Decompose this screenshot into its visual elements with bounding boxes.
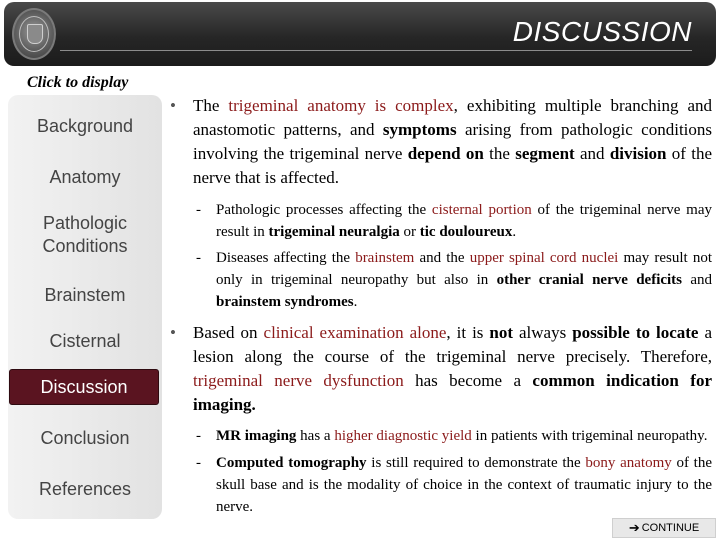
bold-text: trigeminal neuralgia — [268, 224, 400, 240]
bold-text: MR imaging — [216, 428, 297, 444]
arrow-right-icon: ➔ — [628, 520, 640, 535]
text: Pathologic processes affecting the — [216, 202, 432, 218]
sidebar-item-background[interactable]: Background — [36, 116, 134, 136]
header-bar — [4, 2, 716, 66]
dash-icon: - — [196, 250, 201, 266]
sidebar-item-discussion[interactable]: Discussion — [9, 369, 159, 405]
text: The — [193, 96, 229, 115]
text: a lesion along the course of the trigeminal nerve precisely. Therefore, — [193, 323, 712, 366]
sidebar-item-references[interactable]: References — [38, 479, 132, 499]
text: may result not only in trigeminal neuropathy but also in — [216, 250, 712, 288]
text: of the skull base and is the modality of choice in the context of traumatic injury to the nerve. — [216, 455, 713, 515]
header-divider — [60, 50, 692, 51]
bold-text: segment — [515, 144, 575, 163]
text: . — [353, 294, 358, 310]
highlight-text: cisternal portion — [431, 202, 532, 218]
highlight-text: trigeminal nerve dysfunction — [193, 371, 404, 390]
bold-text: brainstem syndromes — [216, 294, 354, 310]
text: Based on — [193, 323, 264, 342]
highlight-text: bony anatomy — [585, 455, 672, 471]
bold-text: tic douloureux — [419, 224, 513, 240]
highlight-text: upper spinal cord nuclei — [469, 250, 619, 266]
subpoint-cisternal — [170, 199, 712, 243]
text: of the trigeminal nerve may result in — [216, 202, 713, 240]
text: has become a — [403, 371, 533, 390]
text: and — [682, 272, 712, 288]
bold-text: possible to locate — [572, 323, 699, 342]
bold-text: other cranial nerve deficits — [496, 272, 683, 288]
sidebar-item-brainstem[interactable]: Brainstem — [44, 285, 126, 305]
subpoint-computed-tomography — [170, 452, 712, 518]
bullet-dot-icon: • — [170, 96, 176, 115]
text: Diseases affecting the — [216, 250, 356, 266]
bold-text: Computed tomography — [216, 455, 367, 471]
bullet-dot-icon: • — [170, 323, 176, 342]
sidebar-nav — [8, 95, 162, 519]
bold-text: depend on — [407, 144, 484, 163]
sidebar-item-cisternal[interactable]: Cisternal — [49, 331, 121, 351]
text: and the — [414, 250, 470, 266]
continue-button[interactable] — [612, 518, 716, 538]
text: or — [399, 224, 420, 240]
discussion-content — [170, 94, 712, 518]
sidebar-item-pathologic-conditions[interactable]: Pathologic Conditions — [42, 213, 128, 256]
text: has a — [296, 428, 335, 444]
seal-shield-icon — [27, 24, 43, 44]
dash-icon: - — [196, 455, 201, 471]
university-seal-logo — [12, 8, 56, 60]
subpoint-mr-imaging — [170, 425, 712, 447]
text: of the nerve that is affected. — [193, 144, 713, 187]
click-to-display-label: Click to display — [27, 74, 129, 91]
bold-text: not — [489, 323, 514, 342]
text: and — [574, 144, 610, 163]
text: arising from pathologic conditions involving the trigeminal nerve — [193, 120, 713, 163]
text: always — [513, 323, 573, 342]
highlight-text: higher diagnostic yield — [334, 428, 472, 444]
bullet-anatomy-complexity — [170, 94, 712, 190]
sidebar-item-conclusion[interactable]: Conclusion — [40, 428, 130, 448]
continue-label: CONTINUE — [641, 522, 700, 534]
highlight-text: trigeminal anatomy is complex — [228, 96, 454, 115]
bold-text: division — [609, 144, 667, 163]
text: the — [483, 144, 516, 163]
dash-icon: - — [196, 202, 201, 218]
highlight-text: clinical examination alone — [263, 323, 447, 342]
text: , exhibiting multiple branching and anastomotic patterns, and — [193, 96, 712, 139]
bullet-imaging-indication — [170, 321, 712, 417]
sidebar-item-anatomy[interactable]: Anatomy — [49, 167, 121, 187]
bold-text: symptoms — [382, 120, 457, 139]
highlight-text: brainstem — [355, 250, 415, 266]
bold-text: common indication for imaging. — [193, 371, 712, 414]
page-title: DISCUSSION — [512, 16, 692, 47]
text: in patients with trigeminal neuropathy. — [471, 428, 708, 444]
subpoint-brainstem — [170, 247, 712, 313]
text: is still required to demonstrate the — [366, 455, 586, 471]
dash-icon: - — [196, 428, 201, 444]
text: , it is — [446, 323, 490, 342]
text: . — [512, 224, 517, 240]
